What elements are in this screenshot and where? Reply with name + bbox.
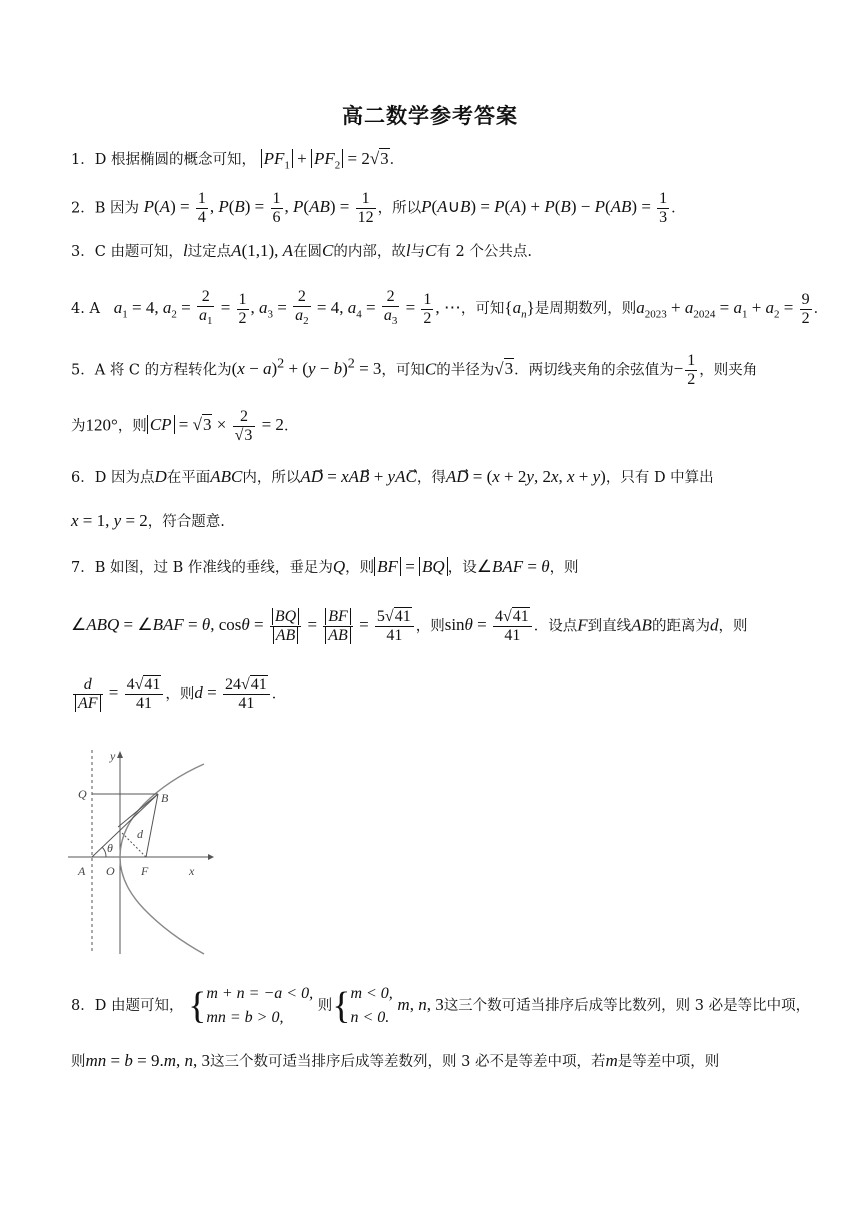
- answer-6-number: 6．D: [71, 470, 107, 486]
- label-y: y: [110, 749, 116, 763]
- answer-4: 4. A $a_1 = 4$, $a_2$ = $\frac{2}{a_1}$ = $\frac{1}{2}$ , $a_3$ = $\frac{2}{a_2}$ = 4, $a_4$ = $\frac{2}{a_3}$ = $\frac{1}{2}$ , ⋯，可知$\{a_n\}$是周期数列，则$a_{2023} + a_{2024} = a_1 + a_2$ = $\frac{9}{2}$ ．: [71, 288, 800, 330]
- label-x: x: [189, 864, 195, 878]
- answer-2-formula-a: P(A) = $\frac{1}{4}$ , P(B) = $\frac{1}{6}$ , P(AB) = $\frac{1}{12}$: [143, 190, 374, 226]
- answer-1: 1．D 根据椭圆的概念可知， $PF_1 + PF_2 = 2√3$．: [71, 149, 405, 172]
- answer-8-cont: 则mn = b = 9.m, n, 3这三个数可适当排序后成等差数列，则 3 必不是等差中项，若m是等差中项，则: [71, 1051, 720, 1070]
- answer-5-number: 5．A: [71, 362, 106, 379]
- answer-1-formula: $PF_1 + PF_2 = 2√3$: [261, 148, 390, 168]
- answer-8-number: 8．D: [71, 998, 107, 1014]
- parabola-figure: [66, 744, 216, 959]
- answer-4-formula-b: $a_{2023} + a_{2024} = a_1 + a_2$ = $\frac{9}{2}$: [636, 290, 810, 327]
- segment-helper: [118, 794, 158, 827]
- answer-1-text: 根据椭圆的概念可知，: [110, 152, 256, 168]
- answer-2-number: 2．B: [71, 200, 106, 217]
- answer-2-formula-b: P(A∪B) = P(A) + P(B) − P(AB) = $\frac{1}{3}$: [421, 190, 668, 226]
- answer-7-number: 7．B: [71, 560, 106, 576]
- answer-5-cont: 为120°，则 CP = √3 × $\frac{2}{√3}$ = 2．: [71, 408, 299, 444]
- answer-7: 7．B 如图，过 B 作准线的垂线，垂足为Q，则 BF = BQ ，设∠BAF = θ，则: [71, 557, 579, 576]
- answer-4-formula-a: $a_1 = 4$, $a_2$ = $\frac{2}{a_1}$ = $\frac{1}{2}$ , $a_3$ = $\frac{2}{a_2}$ = 4, $a_4$ = $\frac{2}{a_3}$ = $\frac{1}{2}$ , ⋯: [114, 298, 461, 317]
- theta-arc: [102, 847, 106, 857]
- answer-2: 2．B 因为 P(A) = $\frac{1}{4}$ , P(B) = $\frac{1}{6}$ , P(AB) = $\frac{1}{12}$ ，所以P(A∪B) = P(A) + P(B) − P(AB) = $\frac{1}{3}$ ．: [71, 190, 686, 226]
- label-b: B: [161, 791, 169, 805]
- answer-5: 5．A 将 C 的方程转化为$(x - a)^2 + (y - b)^2 = 3$，可知C的半径为√3．两切线夹角的余弦值为− $\frac{1}{2}$ ，则夹角: [71, 352, 758, 388]
- answer-2-text: 因为: [110, 200, 139, 217]
- answer-1-number: 1．D: [71, 152, 107, 168]
- answer-4-number: 4. A: [71, 301, 100, 317]
- label-o: O: [106, 864, 115, 878]
- page-title: 高二数学参考答案: [342, 104, 518, 128]
- answer-3-number: 3．C: [71, 244, 106, 260]
- label-d: d: [137, 827, 143, 841]
- answer-7-cont2: $\frac{d}{AF}$ = $\frac{4√41}{41}$ ，则d = $\frac{24√41}{41}$ ．: [71, 676, 800, 713]
- answer-6: 6．D 因为点D在平面ABC内，所以AD⃗ = xAB⃗ + yAC，得AD⃗ = (x + 2y, 2x, x + y)，只有 D 中算出: [71, 467, 714, 486]
- answer-3: 3．C 由题可知，l过定点A(1,1), A在圆C的内部，故l与C有 2 个公共点.: [71, 241, 533, 260]
- label-theta: θ: [107, 841, 113, 855]
- label-a: A: [78, 864, 86, 878]
- label-q: Q: [78, 787, 87, 801]
- answer-8: 8．D 由题可知， {m + n = −a < 0, mn = b > 0, 则{m < 0, n < 0. m, n, 3这三个数可适当排序后成等比数列，则 3 必是等比中项，: [71, 985, 811, 1027]
- answer-6-cont: x = 1, y = 2，符合题意.: [71, 511, 225, 530]
- answer-7-cont: ∠ABQ = ∠BAF = θ, cosθ = $\frac{BQ}{AB}$ = $\frac{BF}{AB}$ = $\frac{5√41}{41}$ ，则sinθ = $\frac{4√41}{41}$ ．设点F到直线AB的距离为d，则: [71, 608, 748, 644]
- label-f: F: [141, 864, 149, 878]
